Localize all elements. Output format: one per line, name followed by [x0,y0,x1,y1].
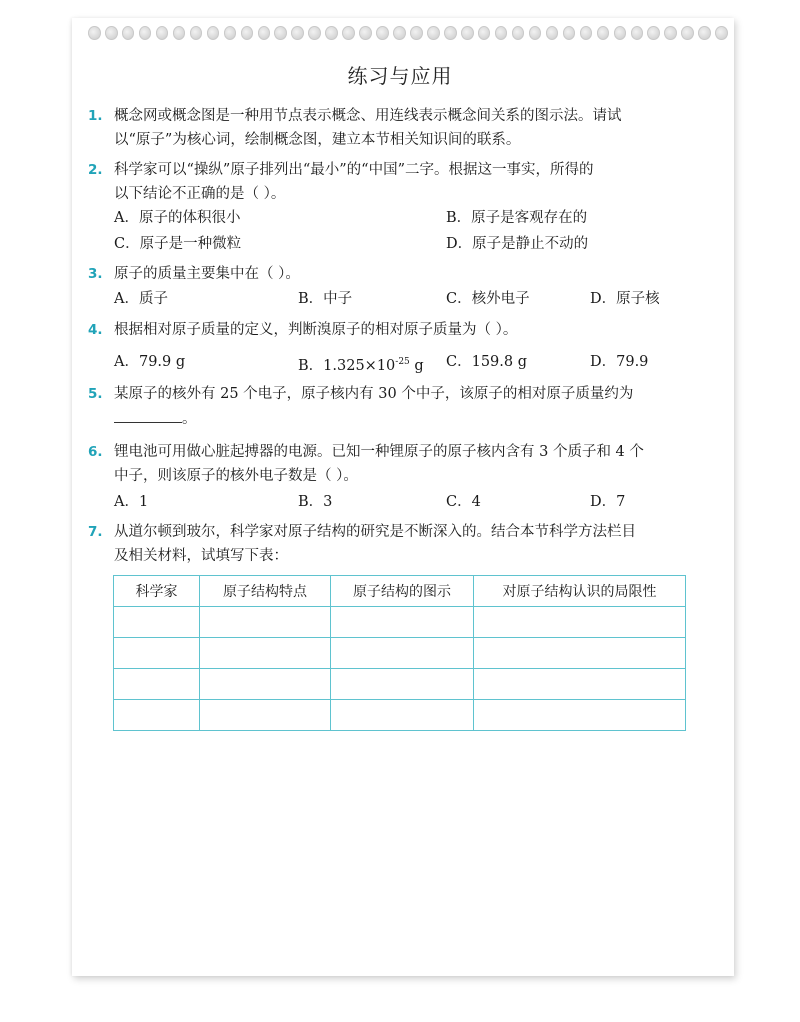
question-1 [88,104,720,152]
option-b: B．原子是客观存在的 [446,210,588,226]
question-text: 以下结论不正确的是（ ）。 [114,186,286,202]
table-cell[interactable] [200,669,331,700]
question-number: 3. [88,266,103,282]
option-d: D．原子核 [590,291,660,307]
binding-hole [664,26,677,40]
option-c: C．4 [446,494,481,510]
binding-hole [580,26,593,40]
binding-hole [563,26,576,40]
spiral-binding [88,26,728,42]
table-cell[interactable] [474,669,686,700]
table-header: 原子结构特点 [200,576,331,607]
binding-hole [427,26,440,40]
question-text: 概念网或概念图是一种用节点表示概念、用连线表示概念间关系的图示法。请试 [114,108,622,124]
table-cell[interactable] [114,669,200,700]
question-2 [88,158,720,206]
binding-hole [122,26,135,40]
question-number: 2. [88,162,103,178]
option-a: A．原子的体积很小 [114,210,241,226]
table-header: 科学家 [114,576,200,607]
binding-hole [681,26,694,40]
question-3 [88,262,720,286]
binding-hole [715,26,728,40]
binding-hole [274,26,287,40]
binding-hole [207,26,220,40]
binding-hole [291,26,304,40]
question-text: 及相关材料，试填写下表： [114,548,288,564]
option-d: D．7 [590,494,626,510]
table-cell[interactable] [331,669,474,700]
table-cell[interactable] [200,700,331,731]
question-text: 科学家可以“操纵”原子排列出“最小”的“中国”二字。根据这一事实，所得的 [114,162,594,178]
table-row [114,607,686,638]
question-6 [88,440,720,488]
binding-hole [461,26,474,40]
question-number: 7. [88,524,103,540]
question-text: 以“原子”为核心词，绘制概念图，建立本节相关知识间的联系。 [114,132,521,148]
question-text: 根据相对原子质量的定义，判断溴原子的相对原子质量为（ ）。 [114,322,518,338]
answer-blank[interactable] [114,406,182,423]
binding-hole [393,26,406,40]
table-cell[interactable] [331,607,474,638]
option-b: B．$1.325\times 10^{-25}$ g [298,357,424,374]
table-header: 对原子结构认识的局限性 [474,576,686,607]
binding-hole [88,26,101,40]
binding-hole [173,26,186,40]
binding-hole [512,26,525,40]
binding-hole [647,26,660,40]
binding-hole [258,26,271,40]
table-cell[interactable] [331,700,474,731]
binding-hole [698,26,711,40]
binding-hole [105,26,118,40]
table-cell[interactable] [474,607,686,638]
question-number: 5. [88,386,103,402]
binding-hole [308,26,321,40]
question-number: 4. [88,322,103,338]
option-c: C．159.8 g [446,354,527,370]
question-5: 5. 某原子的核外有 25 个电子，原子核内有 30 个中子，该原子的相对原子质量约为 。 [88,382,720,431]
option-c: C．核外电子 [446,291,530,307]
option-a: A．79.9 g [114,354,186,370]
table-cell[interactable] [200,638,331,669]
option-a: A．1 [114,494,149,510]
question-4 [88,318,720,342]
table-cell[interactable] [474,638,686,669]
scientist-table [113,575,686,731]
binding-hole [224,26,237,40]
option-b: B．3 [298,494,333,510]
exponent: -25 [395,357,410,367]
table-cell[interactable] [114,607,200,638]
table-cell[interactable] [200,607,331,638]
binding-hole [495,26,508,40]
table-row [114,700,686,731]
question-7 [88,520,720,568]
binding-hole [359,26,372,40]
binding-hole [342,26,355,40]
binding-hole [190,26,203,40]
question-number: 6. [88,444,103,460]
binding-hole [241,26,254,40]
question-text: 某原子的核外有 25 个电子，原子核内有 30 个中子，该原子的相对原子质量约为 [114,386,634,402]
table-row [114,669,686,700]
option-d: D．原子是静止不动的 [446,236,589,252]
question-text: 从道尔顿到玻尔，科学家对原子结构的研究是不断深入的。结合本节科学方法栏目 [114,524,636,540]
table-row [114,638,686,669]
binding-hole [529,26,542,40]
binding-hole [478,26,491,40]
binding-hole [325,26,338,40]
option-a: A．质子 [114,291,168,307]
table-header-row [114,576,686,607]
table-cell[interactable] [331,638,474,669]
binding-hole [139,26,152,40]
binding-hole [631,26,644,40]
option-c: C．原子是一种微粒 [114,236,242,252]
binding-hole [597,26,610,40]
question-text: 原子的质量主要集中在（ ）。 [114,266,300,282]
binding-hole [444,26,457,40]
binding-hole [546,26,559,40]
binding-hole [156,26,169,40]
table-cell[interactable] [474,700,686,731]
binding-hole [410,26,423,40]
page-title: 练习与应用 [347,64,453,88]
binding-hole [376,26,389,40]
table-header: 原子结构的图示 [331,576,474,607]
table-cell[interactable] [114,638,200,669]
option-b: B．中子 [298,291,353,307]
binding-hole [614,26,627,40]
table-cell[interactable] [114,700,200,731]
question-number: 1. [88,108,103,124]
option-d: D．79.9 [590,354,649,370]
question-text: 中子，则该原子的核外电子数是（ ）。 [114,468,358,484]
question-text: 锂电池可用做心脏起搏器的电源。已知一种锂原子的原子核内含有 3 个质子和 4 个 [114,444,644,460]
